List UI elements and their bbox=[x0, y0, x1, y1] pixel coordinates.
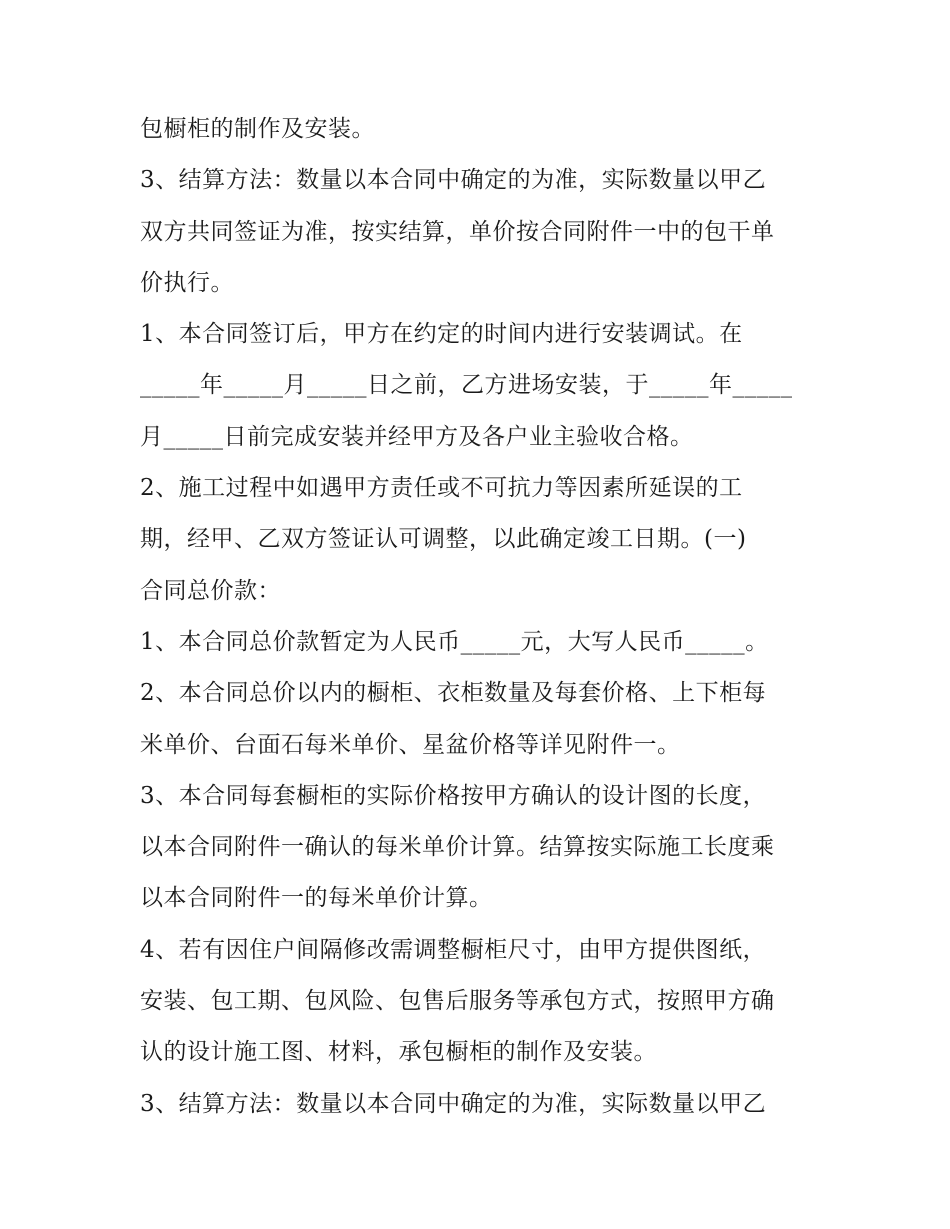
text-line: 认的设计施工图、材料，承包橱柜的制作及安装。 bbox=[140, 1039, 657, 1066]
text-line: 4、若有因住户间隔修改需调整橱柜尺寸，由甲方提供图纸， bbox=[140, 936, 767, 963]
text-line: 米单价、台面石每米单价、星盆价格等详见附件一。 bbox=[140, 731, 681, 758]
text-line: 包橱柜的制作及安装。 bbox=[140, 116, 375, 142]
text-line: 价执行。 bbox=[140, 269, 234, 296]
text-line: 以本合同附件一的每米单价计算。 bbox=[140, 885, 493, 912]
text-line: _____年_____月_____日之前，乙方进场安装，于_____年_____ bbox=[140, 372, 793, 399]
text-line: 2、本合同总价以内的橱柜、衣柜数量及每套价格、上下柜每 bbox=[140, 680, 767, 707]
text-line: 2、施工过程中如遇甲方责任或不可抗力等因素所延误的工 bbox=[140, 475, 743, 502]
contract-text bbox=[140, 104, 830, 1130]
text-line: 3、结算方法：数量以本合同中确定的为准，实际数量以甲乙 bbox=[140, 167, 767, 194]
text-line: 以本合同附件一确认的每米单价计算。结算按实际施工长度乘 bbox=[140, 834, 775, 861]
text-line: 1、本合同总价款暂定为人民币_____元，大写人民币_____。 bbox=[140, 628, 769, 655]
text-line: 期，经甲、乙双方签证认可调整，以此确定竣工日期。(一) bbox=[140, 526, 747, 553]
text-line: 3、结算方法：数量以本合同中确定的为准，实际数量以甲乙 bbox=[140, 1090, 767, 1117]
text-line: 1、本合同签订后，甲方在约定的时间内进行安装调试。在 bbox=[140, 321, 743, 348]
text-line: 月_____日前完成安装并经甲方及各户业主验收合格。 bbox=[140, 423, 694, 450]
text-line: 安装、包工期、包风险、包售后服务等承包方式，按照甲方确 bbox=[140, 988, 775, 1015]
text-line: 3、本合同每套橱柜的实际价格按甲方确认的设计图的长度， bbox=[140, 782, 767, 809]
text-line: 双方共同签证为准，按实结算，单价按合同附件一中的包干单 bbox=[140, 218, 775, 245]
text-line: 合同总价款： bbox=[140, 577, 281, 604]
